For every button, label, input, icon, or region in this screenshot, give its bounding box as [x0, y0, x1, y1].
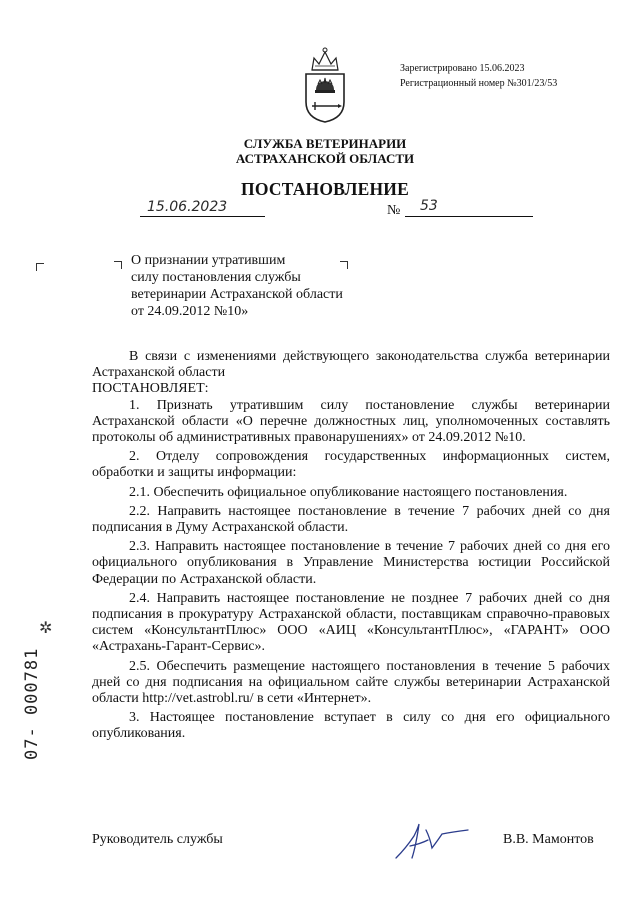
paragraph-item-2-5: 2.5. Обеспечить размещение настоящего постановления в течение 5 рабочих дней со дня подписания на официальном сайте службы ветеринарии Астраханской области http://vet.astrobl.ru/ в сети «Интернет».	[92, 658, 610, 707]
subject-line-3: ветеринарии Астраханской области	[131, 287, 343, 302]
number-handwritten: 53	[420, 198, 438, 214]
paragraph-item-3: 3. Настоящее постановление вступает в силу со дня его официального опубликования.	[92, 710, 610, 742]
date-handwritten: 15.06.2023	[147, 199, 228, 215]
registration-number: Регистрационный номер №301/23/53	[400, 78, 558, 89]
number-underline	[405, 216, 533, 217]
signer-name: В.В. Мамонтов	[503, 832, 594, 847]
paragraph-item-2: 2. Отделу сопровождения государственных информационных систем, обработки и защиты информации:	[92, 449, 610, 481]
paragraph-item-2-4: 2.4. Направить настоящее постановление не позднее 7 рабочих дней со дня подписания в прокуратуру Астраханской области, поставщикам справочно-правовых систем «КонсультантПлюс» ООО «АИЦ «КонсультантПлюс», «ГАРАНТ» ООО «Астрахань-Гарант-Сервис».	[92, 590, 610, 655]
paragraph-item-2-3: 2.3. Направить настоящее постановление в течение 7 рабочих дней со дня его официального опубликования в Управление Министерства юстиции Российской Федерации по Астраханской области.	[92, 539, 610, 587]
subject-line-1: О признании утратившим	[131, 253, 286, 268]
number-sign: №	[387, 203, 401, 218]
paragraph-item-1: 1. Признать утратившим силу постановление службы ветеринарии Астраханской области «О перечне должностных лиц, уполномоченных составлять протоколы об административных правонарушениях» от 24.09.2012 №10.	[92, 397, 610, 446]
left-corner-mark	[36, 263, 44, 271]
paragraph-item-2-2: 2.2. Направить настоящее постановление в течение 7 рабочих дней со дня подписания в Думу Астраханской области.	[92, 503, 610, 536]
paragraph-resolves: ПОСТАНОВЛЯЕТ:	[92, 381, 209, 397]
organization-name-line1: СЛУЖБА ВЕТЕРИНАРИИ	[243, 136, 407, 151]
document-body	[92, 349, 610, 743]
paragraph-intro: В связи с изменениями действующего законодательства служба ветеринарии Астраханской области	[92, 349, 610, 381]
paragraph-item-2-1: 2.1. Обеспечить официальное опубликование настоящего постановления.	[129, 484, 568, 500]
handwritten-signature-icon	[392, 818, 472, 863]
registration-date: Зарегистрировано 15.06.2023	[400, 63, 525, 74]
subject-line-2: силу постановления службы	[131, 270, 301, 285]
organization-name-line2: АСТРАХАНСКОЙ ОБЛАСТИ	[235, 151, 415, 166]
subject-left-corner-mark	[114, 261, 122, 269]
astrakhan-coat-of-arms-icon	[300, 44, 350, 124]
subject-right-corner-mark	[340, 261, 348, 269]
flower-stamp-icon: ✲	[39, 620, 53, 637]
document-type-title: ПОСТАНОВЛЕНИЕ	[241, 179, 409, 199]
subject-line-4: от 24.09.2012 №10»	[131, 304, 249, 319]
side-stamp-number: 07- 000781	[22, 647, 42, 760]
signer-role: Руководитель службы	[92, 832, 223, 847]
date-underline	[140, 216, 265, 217]
